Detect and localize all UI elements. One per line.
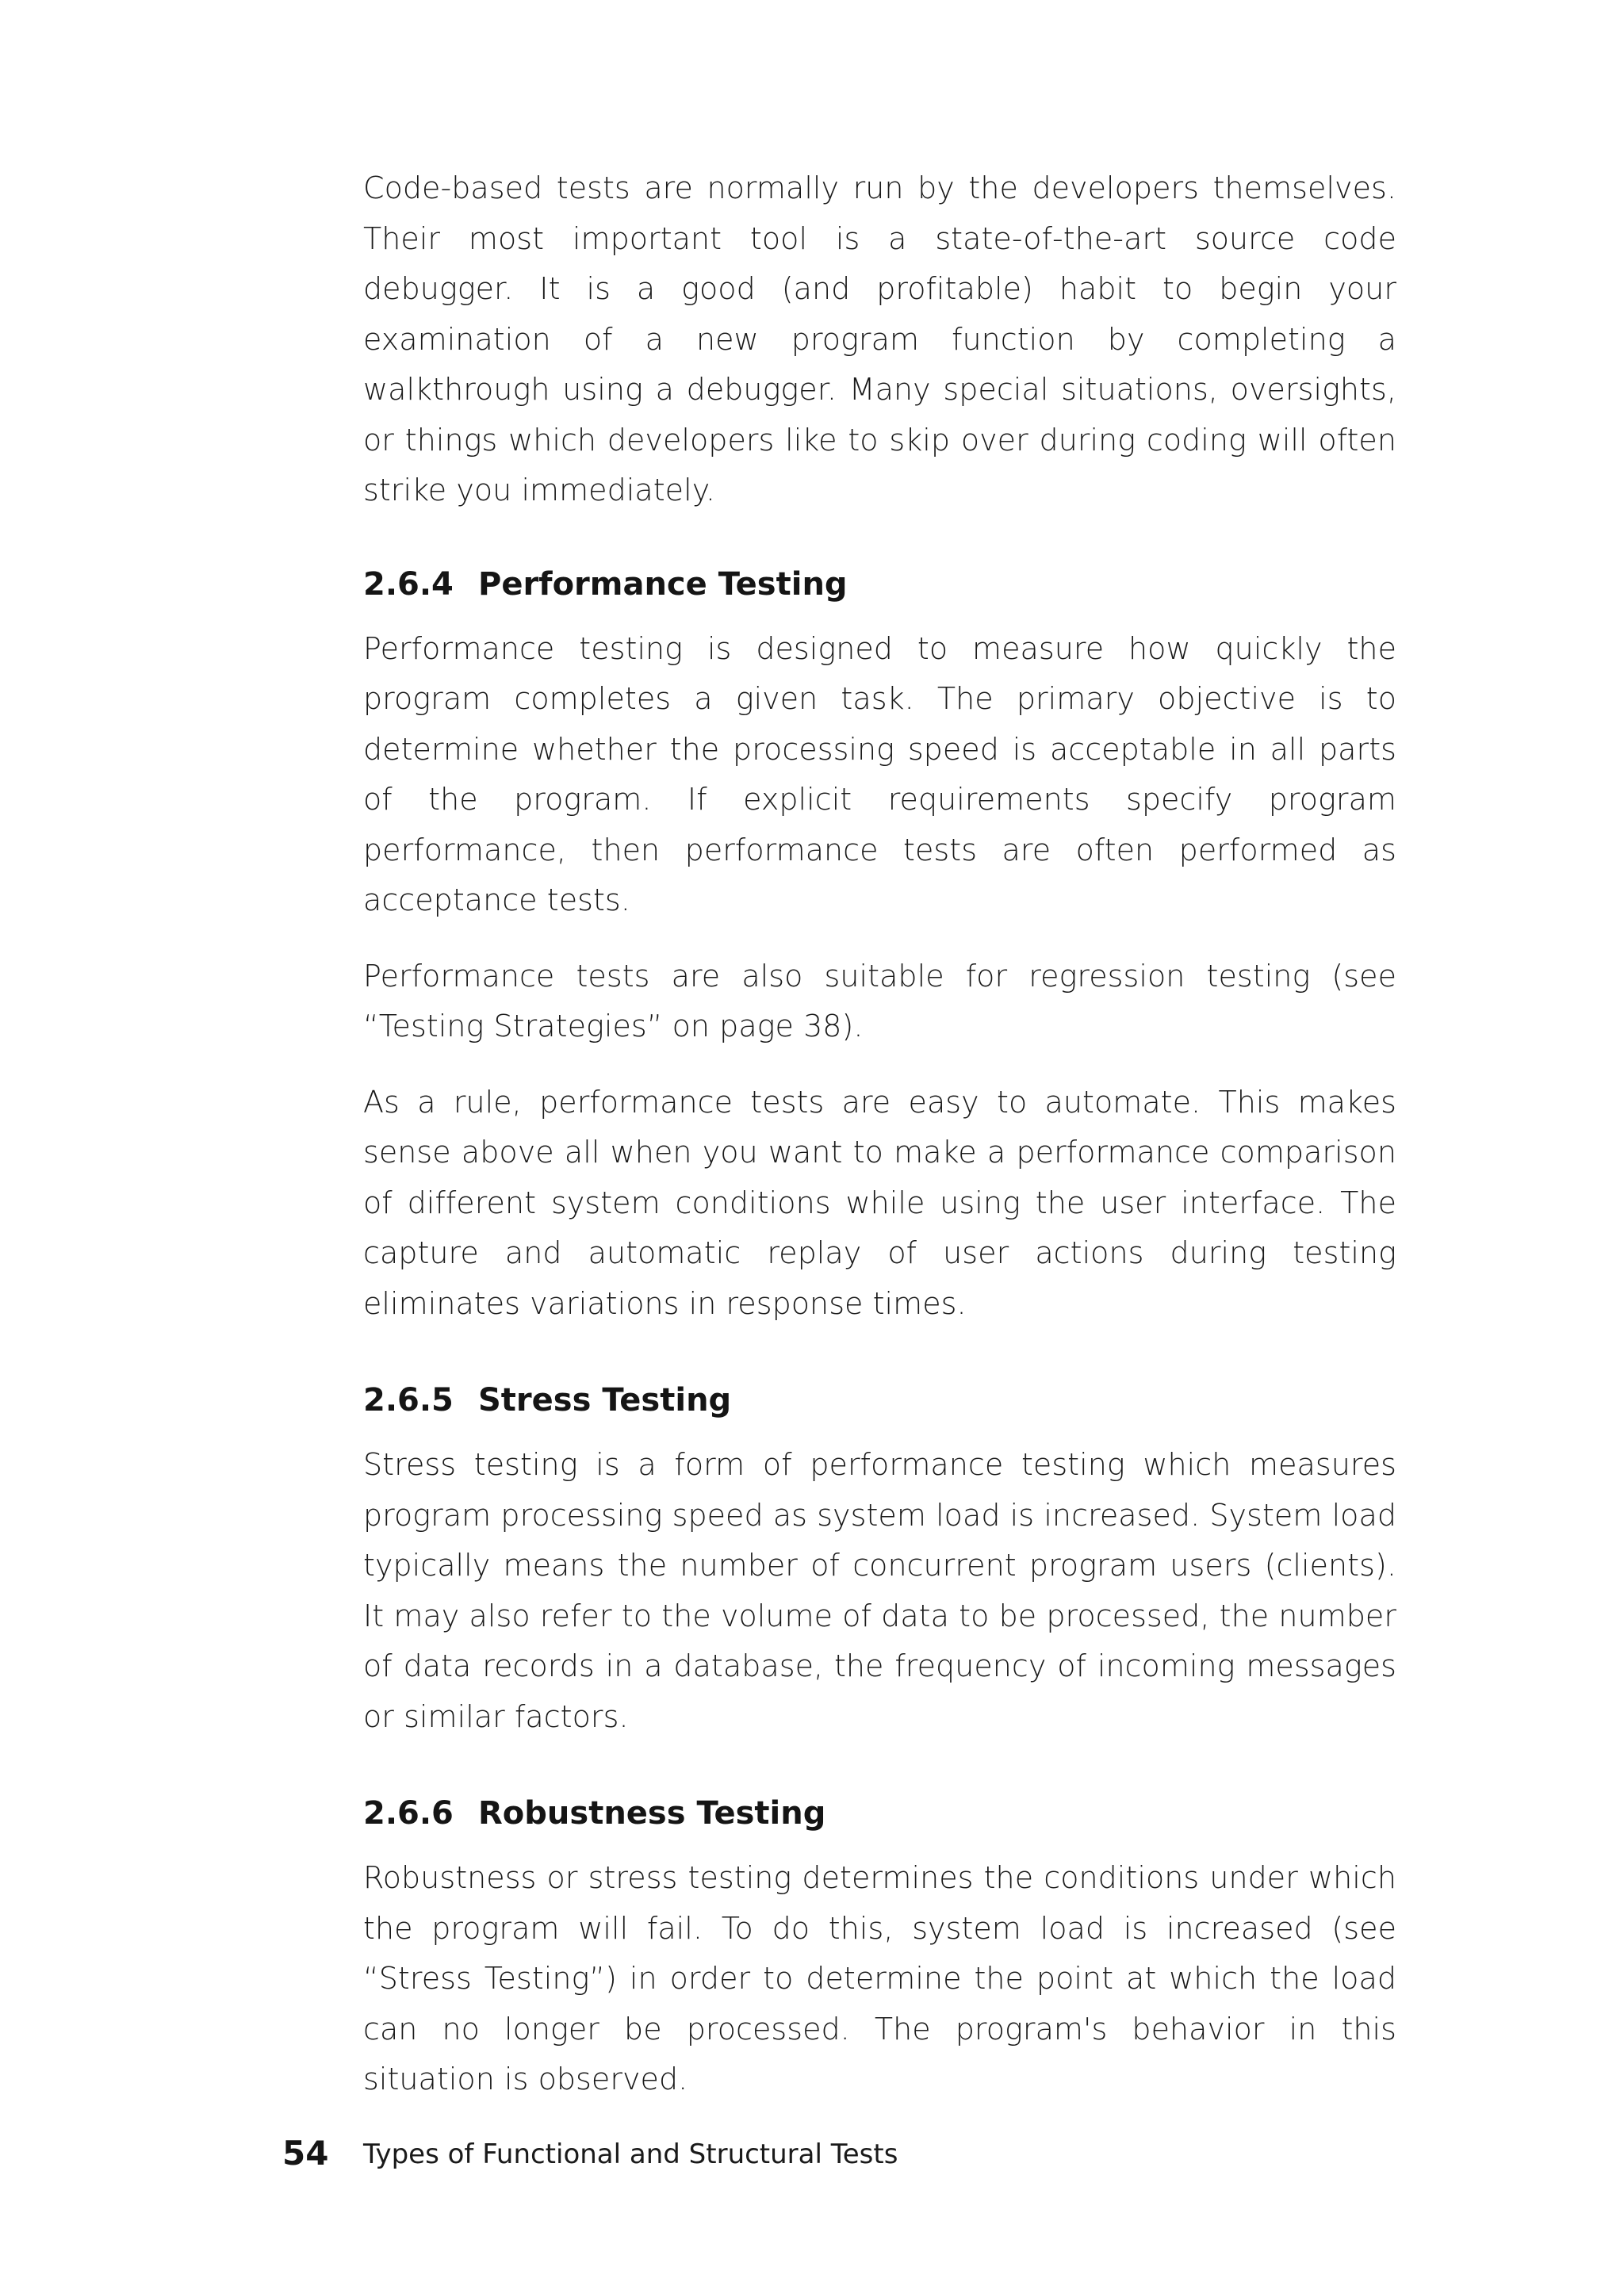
section-heading-stress-testing xyxy=(363,1376,1396,1424)
page-number: 54 xyxy=(282,2134,329,2173)
section-number: 2.6.5 xyxy=(363,1382,454,1419)
robustness-paragraph-1: Robustness or stress testing determines the conditions under which the program will fail. To do this, system load is increased (see “Stress Testing”) in order to determine the point at which the load can no longer be processed. The program's behavior in this situation is observed. xyxy=(363,1860,1396,2096)
section-number: 2.6.4 xyxy=(363,565,454,603)
section-heading-performance-testing xyxy=(363,561,1396,608)
intro-paragraph: Code-based tests are normally run by the developers themselves. Their most important tool is a state-of-the-art source code debugger. It is a good (and profitable) habit to begin your examination of a new program function by completing a walkthrough using a debugger. Many special situations, oversights, or things which developers like to skip over during coding will often strike you immediately. xyxy=(363,170,1396,507)
section-number: 2.6.6 xyxy=(363,1795,454,1832)
section-title: Performance Testing xyxy=(478,565,848,603)
stress-paragraph-1: Stress testing is a form of performance testing which measures program processing speed as system load is increased. System load typically means the number of concurrent program users (clients). It may also refer to the volume of data to be processed, the number of data records in a database, the frequency of incoming messages or similar factors. xyxy=(363,1447,1396,1734)
text-column xyxy=(363,163,1396,2105)
performance-paragraph-3: As a rule, performance tests are easy to automate. This makes sense above all when you want to make a performance comparison of different system conditions while using the user interface. The capture and automatic replay of user actions during testing eliminates variations in response times. xyxy=(363,1084,1396,1321)
performance-paragraph-1: Performance testing is designed to measure how quickly the program completes a given task. The primary objective is to determine whether the processing speed is acceptable in all parts of the program. If explicit requirements specify program performance, then performance tests are often performed as acceptance tests. xyxy=(363,630,1396,917)
section-title: Stress Testing xyxy=(478,1382,732,1419)
section-heading-robustness-testing xyxy=(363,1790,1396,1837)
page-footer xyxy=(0,2134,1624,2173)
running-title: Types of Functional and Structural Tests xyxy=(363,2138,898,2170)
performance-paragraph-2: Performance tests are also suitable for regression testing (see “Testing Strategies” on page 38). xyxy=(363,958,1396,1043)
section-title: Robustness Testing xyxy=(478,1795,826,1832)
